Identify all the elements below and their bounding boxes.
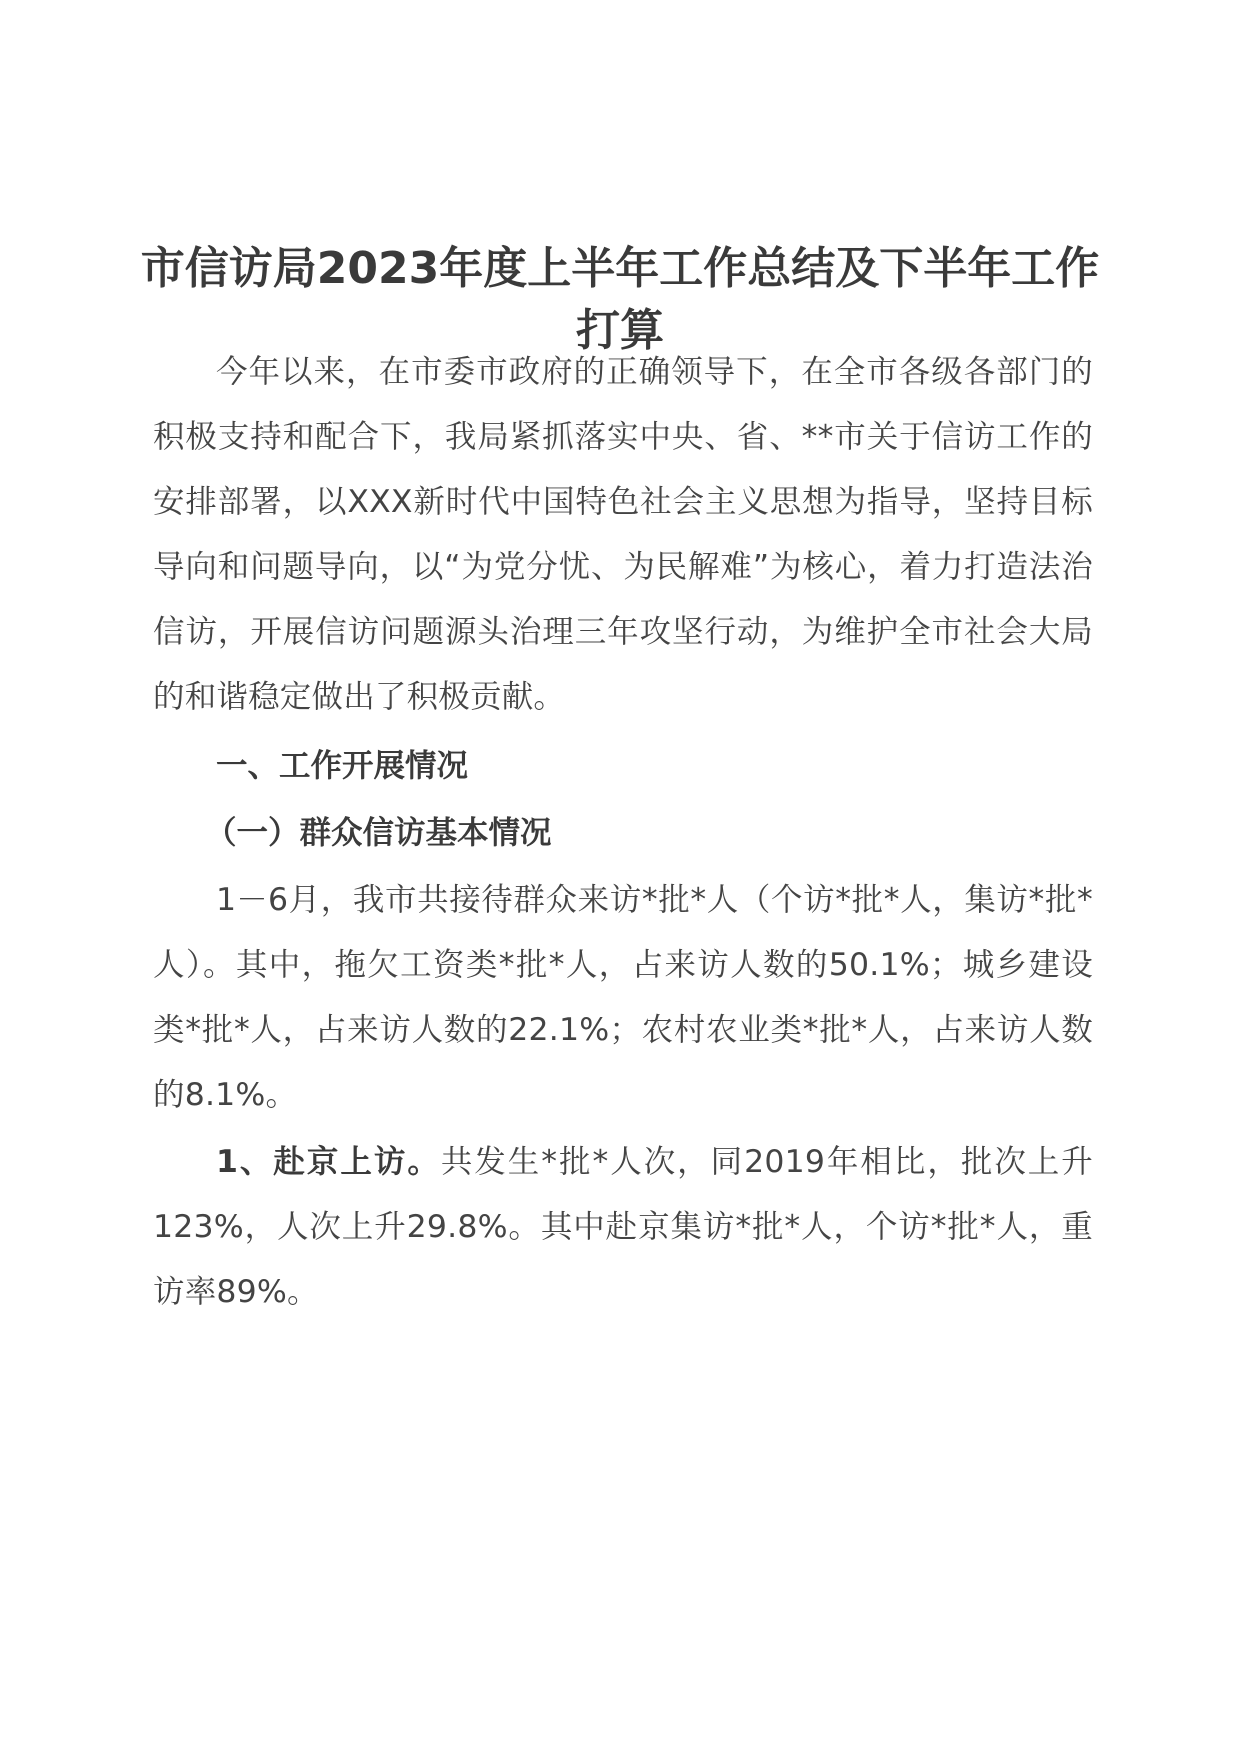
beijing-petition-lead: 1、赴京上访。 (216, 1144, 441, 1180)
document-title: 市信访局2023年度上半年工作总结及下半年工作打算 (140, 243, 1100, 356)
beijing-petition-paragraph (153, 1130, 1093, 1325)
section-heading-1: 一、工作开展情况 (216, 748, 469, 784)
statistics-paragraph: 1－6月，我市共接待群众来访*批*人（个访*批*人，集访*批*人）。其中，拖欠工资类*批*人，占来访人数的50.1%；城乡建设类*批*人，占来访人数的22.1%；农村农业类*批*人，占来访人数的8.1%。 (153, 882, 1093, 1113)
intro-paragraph: 今年以来，在市委市政府的正确领导下，在全市各级各部门的积极支持和配合下，我局紧抓落实中央、省、**市关于信访工作的安排部署，以XXX新时代中国特色社会主义思想为指导，坚持目标导向和问题导向，以“为党分忧、为民解难”为核心，着力打造法治信访，开展信访问题源头治理三年攻坚行动，为维护全市社会大局的和谐稳定做出了积极贡献。 (153, 354, 1093, 715)
document-body (153, 340, 1093, 1325)
beijing-petition-text: 共发生*批*人次，同2019年相比，批次上升123%，人次上升29.8%。其中赴京集访*批*人，个访*批*人，重访率89%。 (153, 1144, 1093, 1310)
subsection-heading-1: （一）群众信访基本情况 (205, 815, 552, 851)
